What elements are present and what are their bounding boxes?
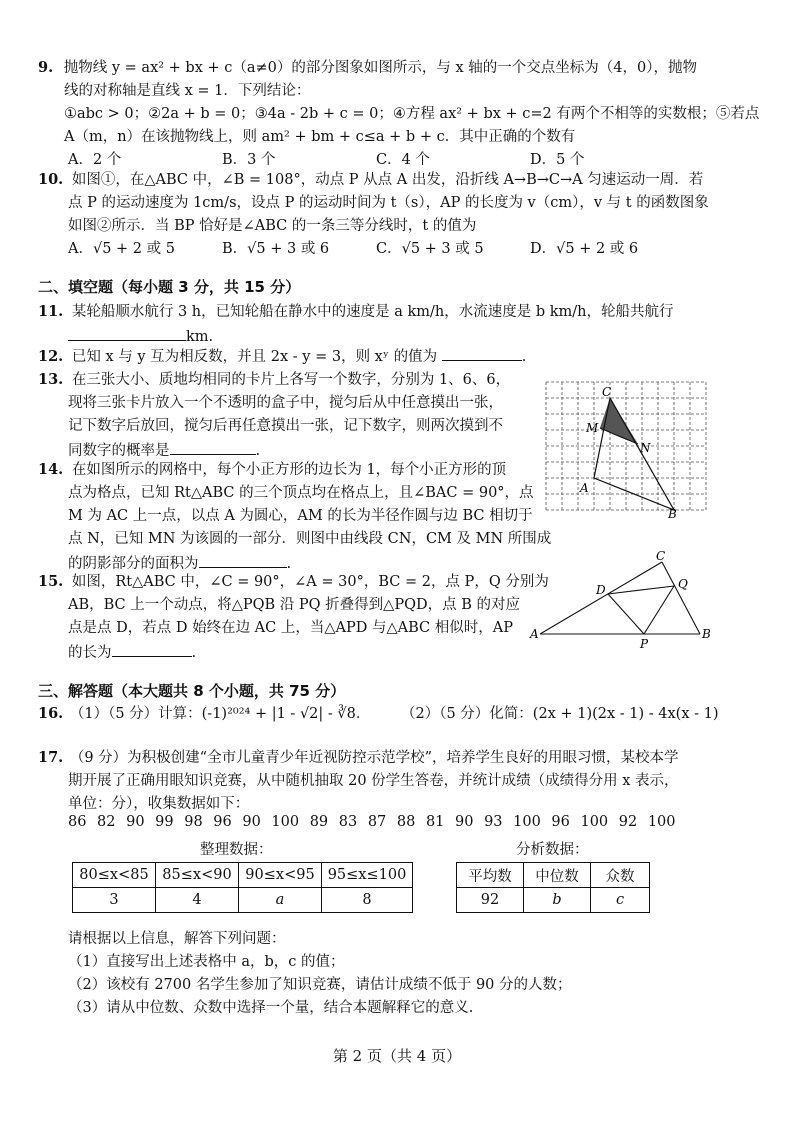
q14-end: . [286,556,292,572]
table-row [457,888,650,913]
q13-line2: 现将三张卡片放入一个不透明的盒子中，搅匀后从中任意摸出一张， [68,395,503,411]
q10-line3: 如图②所示．当 BP 恰好是∠ABC 的一条三等分线时，t 的值为 [68,218,477,234]
q9-option-a: A．2 个 [68,152,122,168]
question-14 [38,458,552,576]
question-11 [38,300,768,349]
q14-grid-figure [544,380,712,520]
label-q: Q [678,577,688,591]
label-a: A [530,627,539,641]
question-10 [38,168,768,261]
table-cell: 4 [156,888,239,913]
q11-line1: 某轮船顺水航行 3 h，已知轮船在静水中的速度是 a km/h，水流速度是 b km/h，轮船共航行 [71,304,674,320]
q14-line4: 点 N，已知 MN 为该圆的一部分．则图中由线段 CN，CM 及 MN 所围成 [68,531,552,547]
question-12 [38,344,768,369]
q17-sub3: （3）请从中位数、众数中选择一个量，结合本题解释它的意义. [68,1000,474,1016]
q13-line1: 在三张大小、质地均相同的卡片上各写一个数字，分别为 1、6、6， [71,372,511,388]
question-15 [38,570,549,665]
label-b: B [668,507,677,520]
q15-line4: 的长为 [68,645,112,661]
q17-line2: 期开展了正确用眼知识竞赛，从中随机抽取 20 份学生答卷，并统计成绩（成绩得分用 x 表示， [68,773,679,789]
table-cell: 92 [457,888,524,913]
question-number: 11. [38,303,64,320]
q15-triangle-figure [528,548,718,652]
question-number: 15. [38,573,64,590]
q12-answer-blank[interactable] [442,344,522,361]
question-number: 17. [38,749,64,766]
q12-end: . [521,349,527,365]
q17-subquestions [68,928,768,1020]
table-header-cell: 80≤x<85 [73,863,156,888]
table-cell: a [239,888,322,913]
question-16 [38,702,768,726]
q10-option-b: B．√5 + 3 或 6 [222,241,330,257]
label-b: B [702,627,711,641]
q13-line3: 记下数字后放回，搅匀后再任意摸出一张，记下数字，则两次摸到不 [68,418,503,434]
label-d: D [596,583,606,597]
question-number: 14. [38,461,64,478]
q16-part1: （1）（5 分）计算：(-1)²⁰²⁴ + |1 - √2| - ∛8． [69,706,371,722]
label-n: N [640,441,651,455]
q9-option-d: D．5 个 [530,152,585,168]
table-cell: c [591,888,650,913]
q15-line1: 如图，Rt△ABC 中，∠C = 90°，∠A = 30°，BC = 2，点 P，Q 分别为 [71,574,549,590]
q15-answer-blank[interactable] [112,640,192,657]
q11-unit: km. [186,329,214,345]
q10-option-d: D．√5 + 2 或 6 [530,241,639,257]
label-m: M [586,421,599,435]
question-13 [38,368,548,463]
section-3-title: 三、解答题（本大题共 8 个小题，共 75 分） [38,682,346,700]
q15-line2: AB，BC 上一个动点，将△PQB 沿 PQ 折叠得到△PQD，点 B 的对应 [68,597,520,613]
q17-sub1: （1）直接写出上述表格中 a，b，c 的值； [68,954,345,970]
q10-option-a: A．√5 + 2 或 5 [68,241,175,257]
label-c: C [602,385,612,399]
question-number: 9. [38,59,54,76]
q17-line3: 单位：分），收集数据如下： [68,796,250,812]
q11-answer-blank[interactable] [68,324,186,341]
table-header-cell: 众数 [591,863,650,888]
label-a: A [580,481,589,495]
table-cell: b [524,888,591,913]
table-cell: 8 [322,888,413,913]
table2-caption: 分析数据： [516,842,589,858]
table-cell: 3 [73,888,156,913]
q10-line2: 点 P 的运动速度为 1cm/s，设点 P 的运动时间为 t（s），AP 的长度为 v（cm），v 与 t 的函数图象 [68,195,709,211]
q14-line3: M 为 AC 上一点，以点 A 为圆心，AM 的长为半径作圆与边 BC 相切于 [68,508,533,524]
q13-end: . [255,443,261,459]
table-header-cell: 95≤x≤100 [322,863,413,888]
q17-line1: （9 分）为积极创建“全市儿童青少年近视防控示范学校”，培养学生良好的用眼习惯，某校本学 [69,750,679,766]
table1-caption: 整理数据： [200,842,273,858]
table-header-cell: 85≤x<90 [156,863,239,888]
q17-prompt: 请根据以上信息，解答下列问题： [68,931,286,947]
q17-sub2: （2）该校有 2700 名学生参加了知识竞赛，请估计成绩不低于 90 分的人数； [68,977,572,993]
question-number: 16. [38,705,64,722]
question-17 [38,746,768,816]
q9-line4: A（m，n）在该抛物线上，则 am² + bm + c≤a + b + c．其中正确的个数有 [64,129,576,145]
q9-option-b: B．3 个 [222,152,276,168]
table-header-cell: 90≤x<95 [239,863,322,888]
q12-text: 已知 x 与 y 互为相反数，并且 2x - y = 3，则 xʸ 的值为 [71,349,438,365]
page-footer: 第 2 页（共 4 页） [332,1047,462,1065]
q14-line1: 在如图所示的网格中，每个小正方形的边长为 1，每个小正方形的顶 [71,462,507,478]
figure-lines [540,562,700,634]
table-row [73,888,413,913]
table-analysis-data [456,862,650,913]
q10-line1: 如图①，在△ABC 中，∠B = 108°，动点 P 从点 A 出发，沿折线 A→B→C→A 匀速运动一周．若 [71,172,704,188]
question-number: 13. [38,371,64,388]
table-organized-data [72,862,413,913]
question-number: 12. [38,348,64,365]
q13-line4: 同数字的概率是 [68,443,170,459]
q10-option-c: C．√5 + 3 或 5 [376,241,484,257]
label-p: P [640,637,649,651]
q10-options [38,238,768,261]
section-2-title: 二、填空题（每小题 3 分，共 15 分） [38,278,301,296]
table-row [457,863,650,888]
q16-part2: （2）（5 分）化简：(2x + 1)(2x - 1) - 4x(x - 1) [400,706,719,722]
q13-answer-blank[interactable] [170,438,256,455]
q14-line2: 点为格点，已知 Rt△ABC 的三个顶点均在格点上，且∠BAC = 90°，点 [68,485,534,501]
question-number: 10. [38,171,64,188]
q17-score-data: 86 82 90 99 98 96 90 100 89 83 87 88 81 90 93 100 96 100 92 100 [68,814,676,830]
q9-line2: 线的对称轴是直线 x = 1．下列结论： [64,83,311,99]
q14-line5: 的阴影部分的面积为 [68,556,199,572]
q9-line3: ①abc > 0；②2a + b = 0；③4a - 2b + c = 0；④方程 ax² + bx + c=2 有两个不相等的实数根；⑤若点 [64,106,760,122]
q14-answer-blank[interactable] [199,551,287,568]
q15-end: . [191,645,197,661]
q15-line3: 点是点 D，若点 D 始终在边 AC 上，当△APD 与△ABC 相似时，AP [68,620,513,636]
table-header-cell: 中位数 [524,863,591,888]
question-9 [38,56,768,172]
label-c: C [656,549,666,563]
q9-line1: 抛物线 y = ax² + bx + c（a≠0）的部分图象如图所示，与 x 轴的一个交点坐标为（4，0），抛物 [63,60,697,76]
q9-option-c: C．4 个 [376,152,430,168]
table-header-cell: 平均数 [457,863,524,888]
table-row [73,863,413,888]
